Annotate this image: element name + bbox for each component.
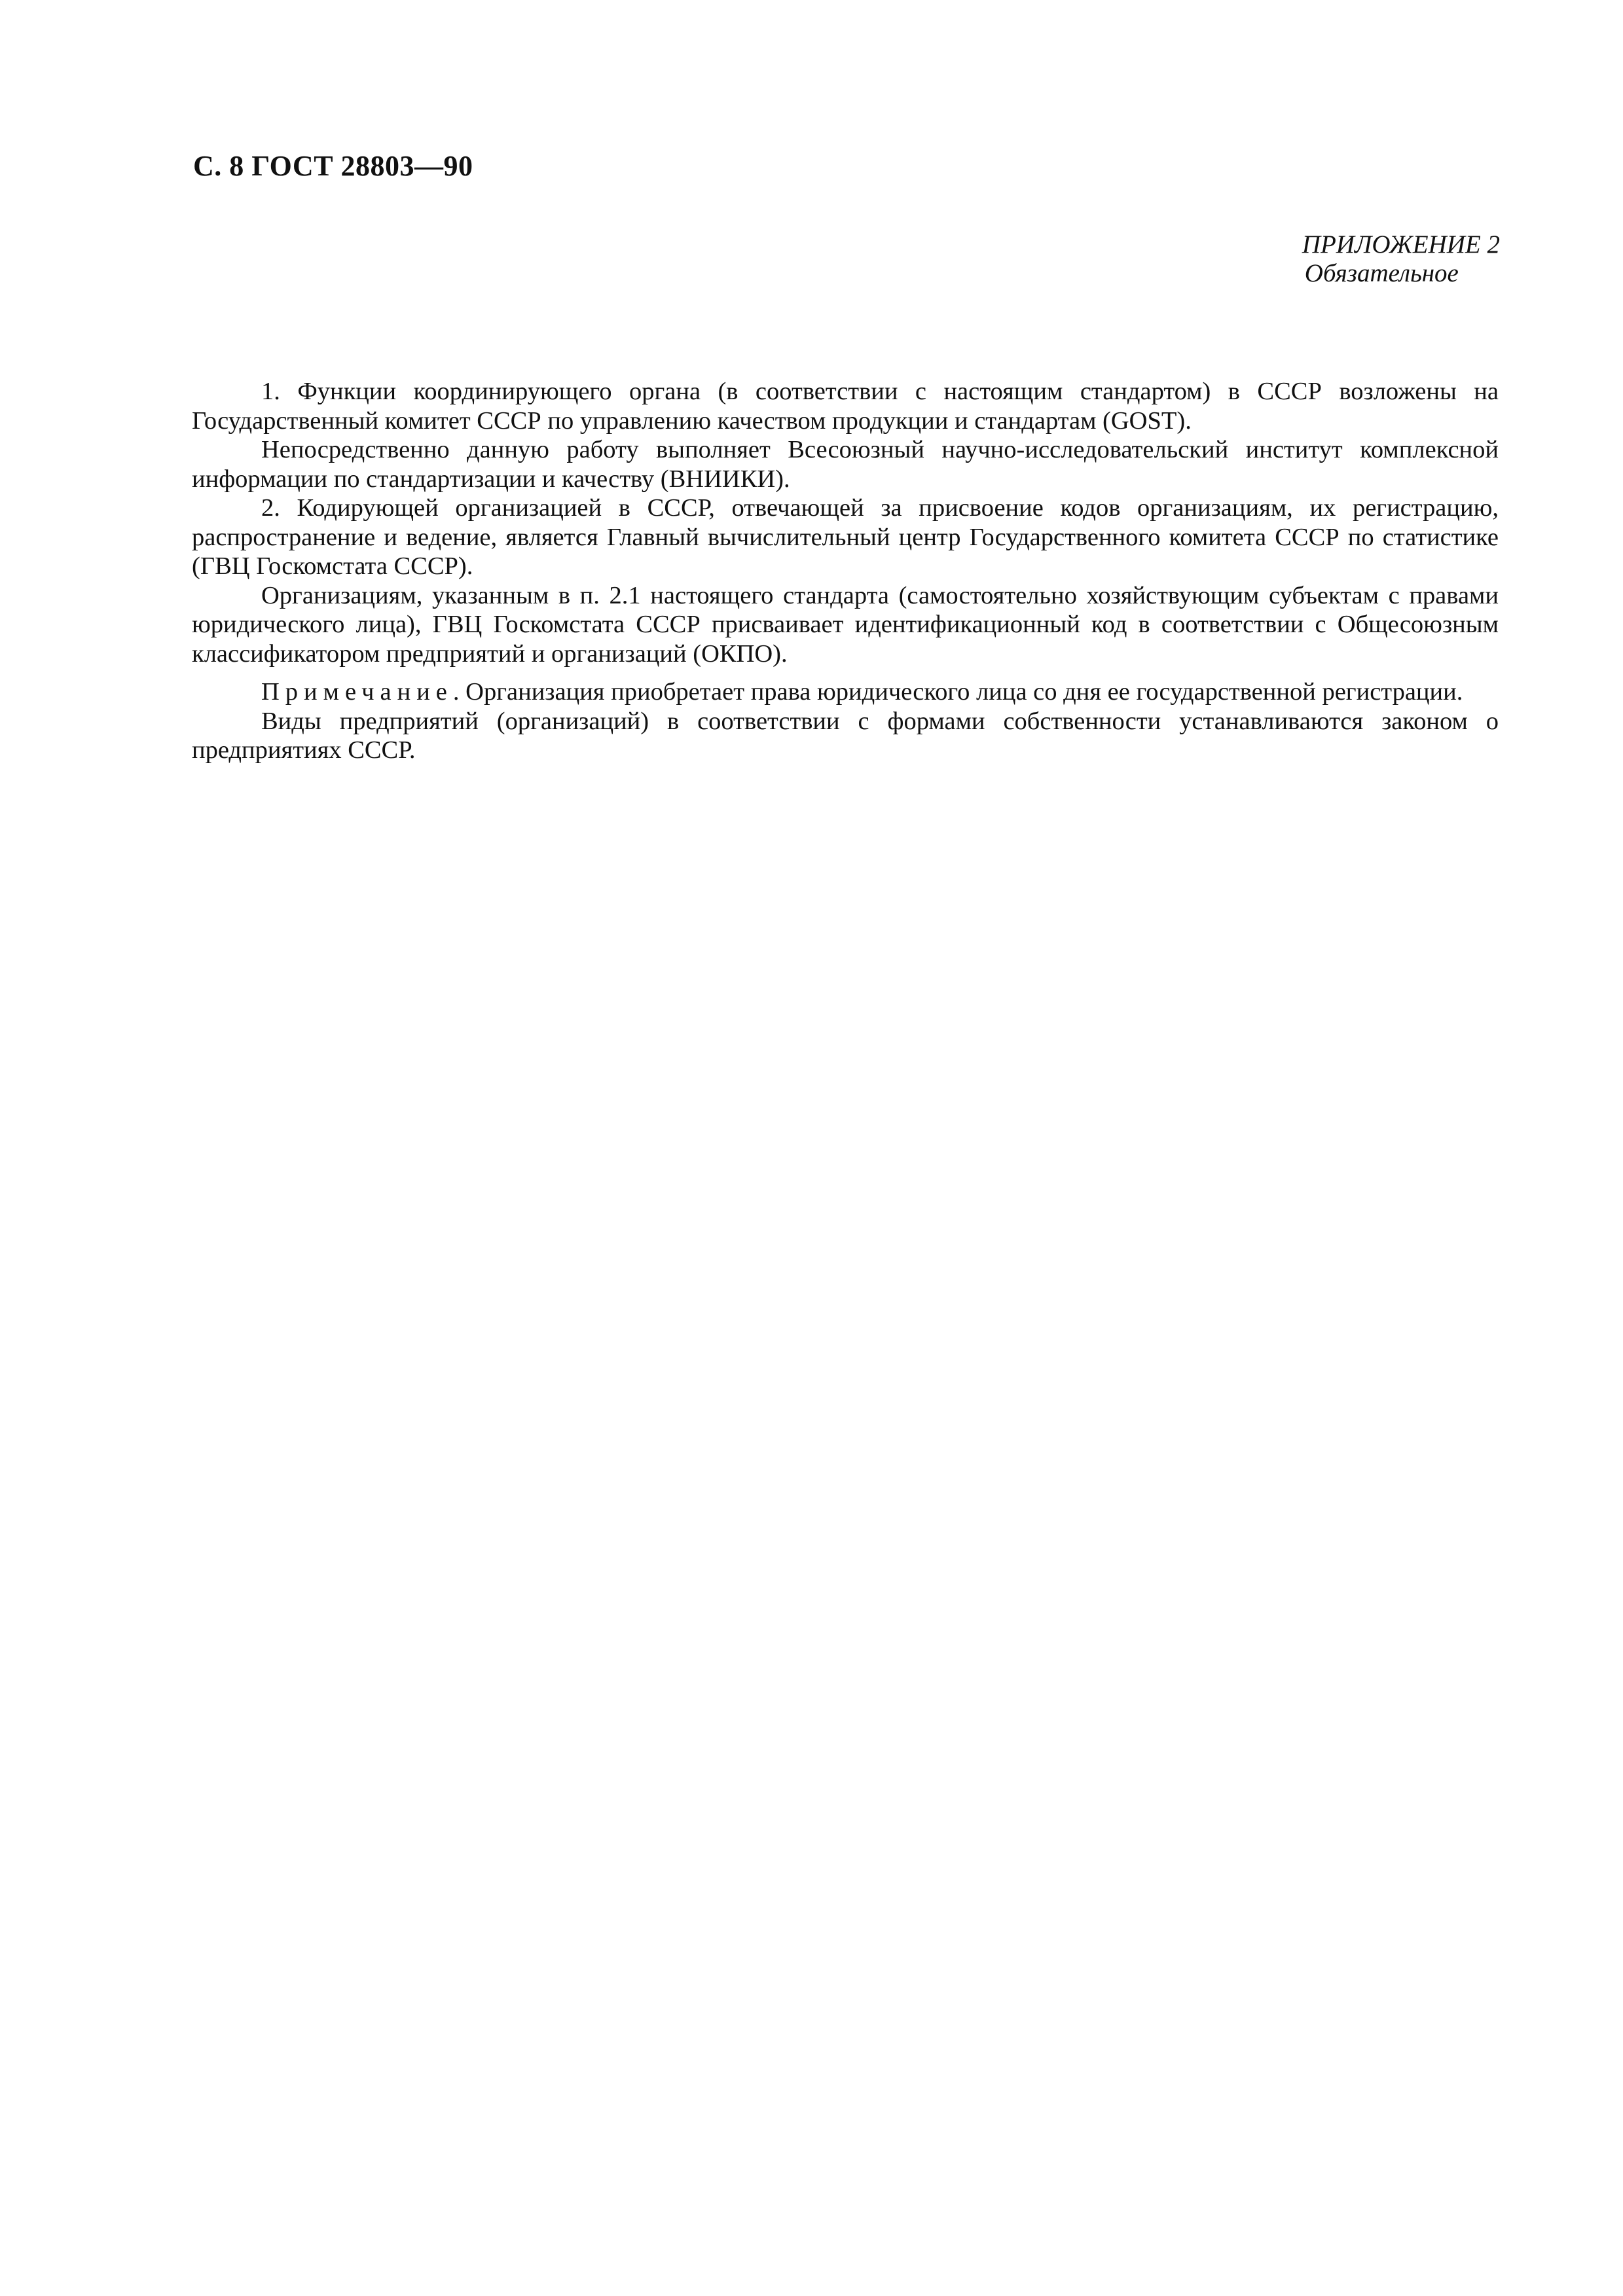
closing-paragraph: Виды предприятий (организаций) в соответствии с формами собственности устанавливаются законом о предприятиях СССР. bbox=[192, 707, 1499, 764]
paragraph-item-1: 1. Функции координирующего органа (в соответствии с настоящим стандартом) в СССР возложены на Государственный комитет СССР по управлению качеством продукции и стандартам (GOST). bbox=[192, 378, 1499, 435]
appendix-body bbox=[192, 377, 1499, 765]
appendix-block bbox=[1302, 230, 1500, 288]
paragraph-item-2: 2. Кодирующей организацией в СССР, отвечающей за присвоение кодов организациям, их регистрацию, распространение и ведение, является Главный вычислительный центр Государственного комитета СССР по статистике (ГВЦ Госкомстата СССР). bbox=[192, 494, 1499, 580]
appendix-title: ПРИЛОЖЕНИЕ 2 bbox=[1302, 230, 1500, 259]
note-text: . Организация приобретает права юридического лица со дня ее государственной регистрации. bbox=[452, 678, 1463, 706]
paragraph-item-2-detail: Организациям, указанным в п. 2.1 настоящего стандарта (самостоятельно хозяйствующим субъектам с правами юридического лица), ГВЦ Госкомстата СССР присваивает идентификационный код в соответствии с Общесоюзным классификатором предприятий и организаций (ОКПО). bbox=[192, 581, 1499, 668]
note-paragraph bbox=[192, 677, 1499, 707]
paragraph-item-1-detail: Непосредственно данную работу выполняет Всесоюзный научно-исследовательский институт комплексной информации по стандартизации и качеству (ВНИИКИ). bbox=[192, 436, 1499, 493]
appendix-status: Обязательное bbox=[1304, 259, 1459, 287]
page-header: С. 8 ГОСТ 28803—90 bbox=[193, 150, 473, 182]
note-label: Примечание bbox=[261, 678, 453, 706]
